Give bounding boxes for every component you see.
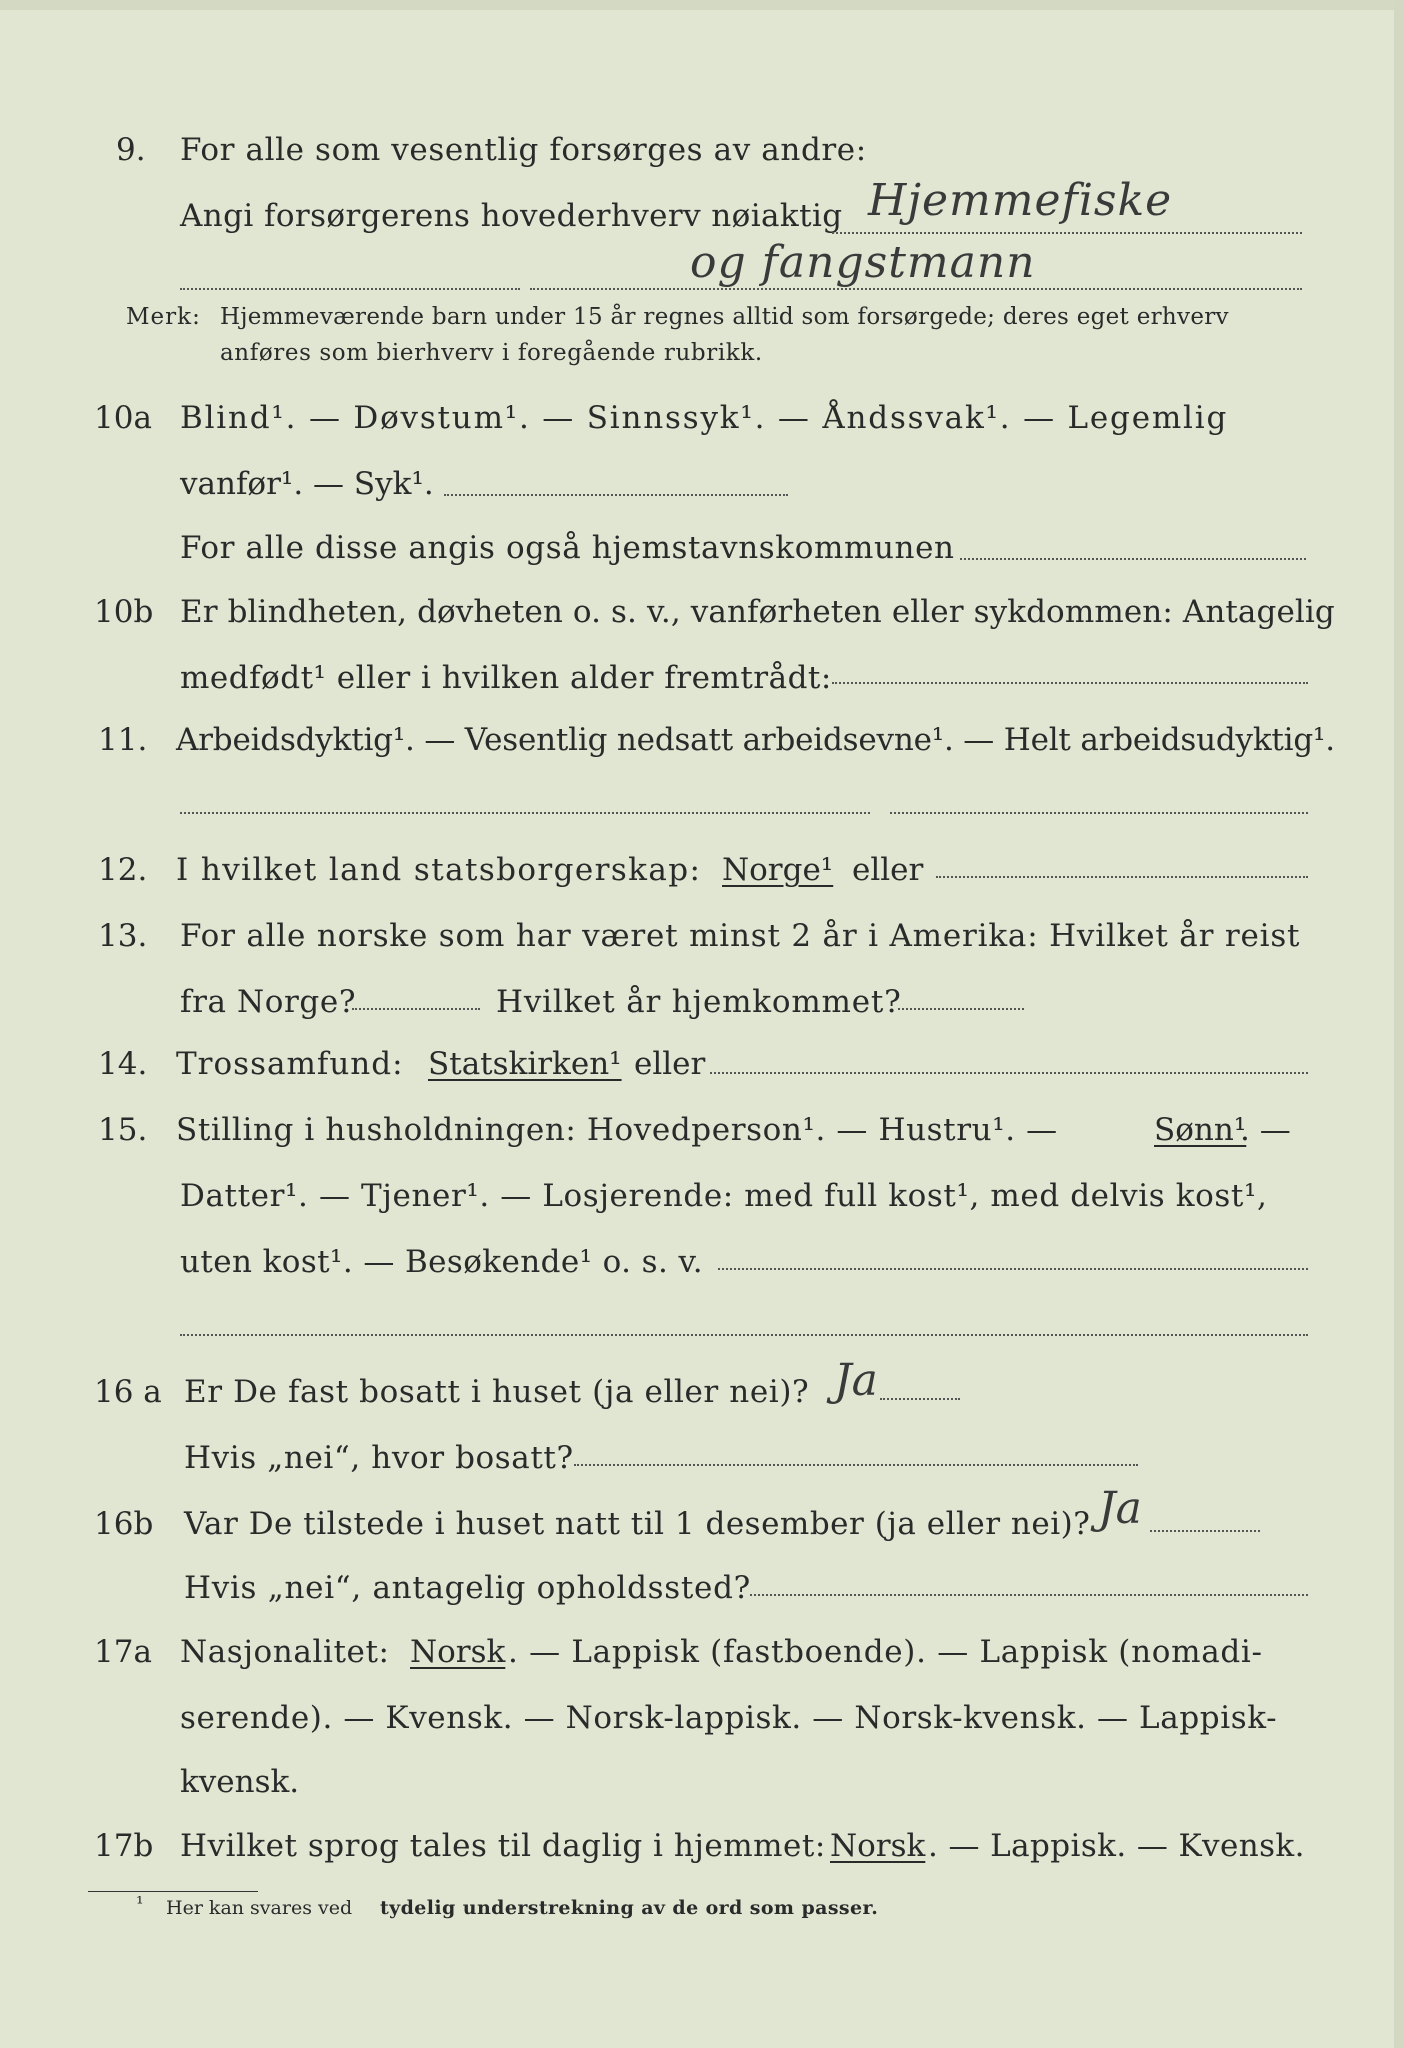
q16b-handwritten-answer: Ja [1098, 1483, 1142, 1534]
q16a-line2: Hvis „nei“, hvor bosatt? [184, 1440, 574, 1476]
q10b-answer-line [832, 682, 1308, 684]
q13-hjemkommet-answer-line [898, 1008, 1024, 1010]
q12-answer-line [936, 876, 1308, 878]
q14-prefix: Trossamfund: [176, 1046, 404, 1082]
footnote-mark: ¹ [136, 1893, 144, 1915]
q10a-syk-answer-line [444, 494, 788, 496]
q16b-answer-line [1150, 1530, 1260, 1532]
q14-eller: eller [634, 1046, 706, 1082]
q13-number: 13. [98, 918, 148, 954]
q16a-answer-line [880, 1398, 960, 1400]
q15-line1a: Stilling i husholdningen: Hovedperson¹. — Hustru¹. — [176, 1112, 1058, 1148]
q10a-hjemstavn-answer-line [960, 558, 1306, 560]
q10a-line3: For alle disse angis også hjemstavnskommunen [180, 530, 955, 566]
q9-number: 9. [116, 132, 146, 168]
q15-line3: uten kost¹. — Besøkende¹ o. s. v. [180, 1244, 703, 1280]
q15-answer-line-b [180, 1334, 1308, 1336]
footnote-rule [88, 1891, 258, 1892]
q15-number: 15. [98, 1112, 148, 1148]
q16b-number: 16b [94, 1506, 154, 1542]
q10a-number: 10a [94, 400, 152, 436]
q10a-line1: Blind¹. — Døvstum¹. — Sinnssyk¹. — Åndssvak¹. — Legemlig [180, 400, 1229, 436]
q16b-line1: Var De tilstede i huset natt til 1 desember (ja eller nei)? [184, 1506, 1091, 1542]
q9-answer-line2-b [530, 288, 1302, 290]
q12-prefix: I hvilket land statsborgerskap: [176, 852, 702, 888]
q11-number: 11. [98, 722, 148, 758]
q9-handwritten-answer1: Hjemmefiske [868, 175, 1173, 226]
q12-norge-underlined: Norge¹ [722, 852, 834, 888]
q16a-bosatt-answer-line [574, 1464, 1138, 1466]
q17a-line1-rest: . — Lappisk (fastboende). — Lappisk (nomadi- [508, 1634, 1263, 1670]
q17b-norsk-underlined: Norsk [830, 1828, 926, 1864]
q10b-number: 10b [94, 594, 154, 630]
q16b-opholdssted-answer-line [750, 1594, 1308, 1596]
q13-line2b: Hvilket år hjemkommet? [496, 984, 902, 1020]
page-edge-right [1394, 0, 1404, 2048]
footnote-plain-text: Her kan svares ved [166, 1897, 353, 1919]
q16a-number: 16 a [94, 1374, 162, 1410]
q13-reist-answer-line [352, 1008, 480, 1010]
merk-line1: Hjemmeværende barn under 15 år regnes alltid som forsørgede; deres eget erhverv [220, 304, 1229, 330]
q15-line1c: . — [1240, 1112, 1291, 1148]
q17b-prefix: Hvilket sprog tales til daglig i hjemmet: [180, 1828, 826, 1864]
q11-answer-line-b [890, 812, 1308, 814]
q15-sonn-underlined: Sønn¹ [1154, 1112, 1247, 1148]
q12-number: 12. [98, 852, 148, 888]
q11-line1: Arbeidsdyktig¹. — Vesentlig nedsatt arbeidsevne¹. — Helt arbeidsudyktig¹. [176, 722, 1335, 758]
q15-line2: Datter¹. — Tjener¹. — Losjerende: med full kost¹, med delvis kost¹, [180, 1178, 1268, 1214]
q14-statskirken-underlined: Statskirken¹ [428, 1046, 622, 1082]
q17a-line3: kvensk. [180, 1764, 300, 1800]
q17a-line2: serende). — Kvensk. — Norsk-lappisk. — Norsk-kvensk. — Lappisk- [180, 1700, 1278, 1736]
q15-answer-line-a [718, 1268, 1308, 1270]
q17b-line1-rest: . — Lappisk. — Kvensk. [928, 1828, 1305, 1864]
q9-answer-line2-a [180, 288, 520, 290]
footnote-bold-text: tydelig understrekning av de ord som passer. [380, 1897, 879, 1919]
q17a-number: 17a [94, 1634, 152, 1670]
q10b-line1: Er blindheten, døvheten o. s. v., vanførheten eller sykdommen: Antagelig [180, 594, 1335, 630]
q17b-number: 17b [94, 1828, 154, 1864]
page-edge-top [0, 0, 1404, 10]
q12-eller: eller [852, 852, 924, 888]
q11-answer-line-a [180, 812, 870, 814]
merk-label: Merk: [126, 304, 201, 330]
q9-handwritten-answer2: og fangstmann [690, 237, 1036, 288]
q9-line2: Angi forsørgerens hovederhverv nøiaktig [180, 198, 843, 234]
q10a-line2: vanfør¹. — Syk¹. [180, 466, 434, 502]
q17a-norsk-underlined: Norsk [410, 1634, 506, 1670]
q14-number: 14. [98, 1046, 148, 1082]
q13-line2a: fra Norge? [180, 984, 357, 1020]
q13-line1: For alle norske som har været minst 2 år i Amerika: Hvilket år reist [180, 918, 1301, 954]
q16b-line2: Hvis „nei“, antagelig opholdssted? [184, 1570, 751, 1606]
q9-line1: For alle som vesentlig forsørges av andre: [180, 132, 867, 168]
q9-answer-line1 [832, 232, 1302, 234]
q16a-line1: Er De fast bosatt i huset (ja eller nei)? [184, 1374, 810, 1410]
q17a-prefix: Nasjonalitet: [180, 1634, 390, 1670]
q10b-line2: medfødt¹ eller i hvilken alder fremtrådt: [180, 660, 832, 696]
q16a-handwritten-answer: Ja [834, 1355, 878, 1406]
q14-answer-line [710, 1072, 1308, 1074]
merk-line2: anføres som bierhverv i foregående rubrikk. [220, 340, 763, 366]
